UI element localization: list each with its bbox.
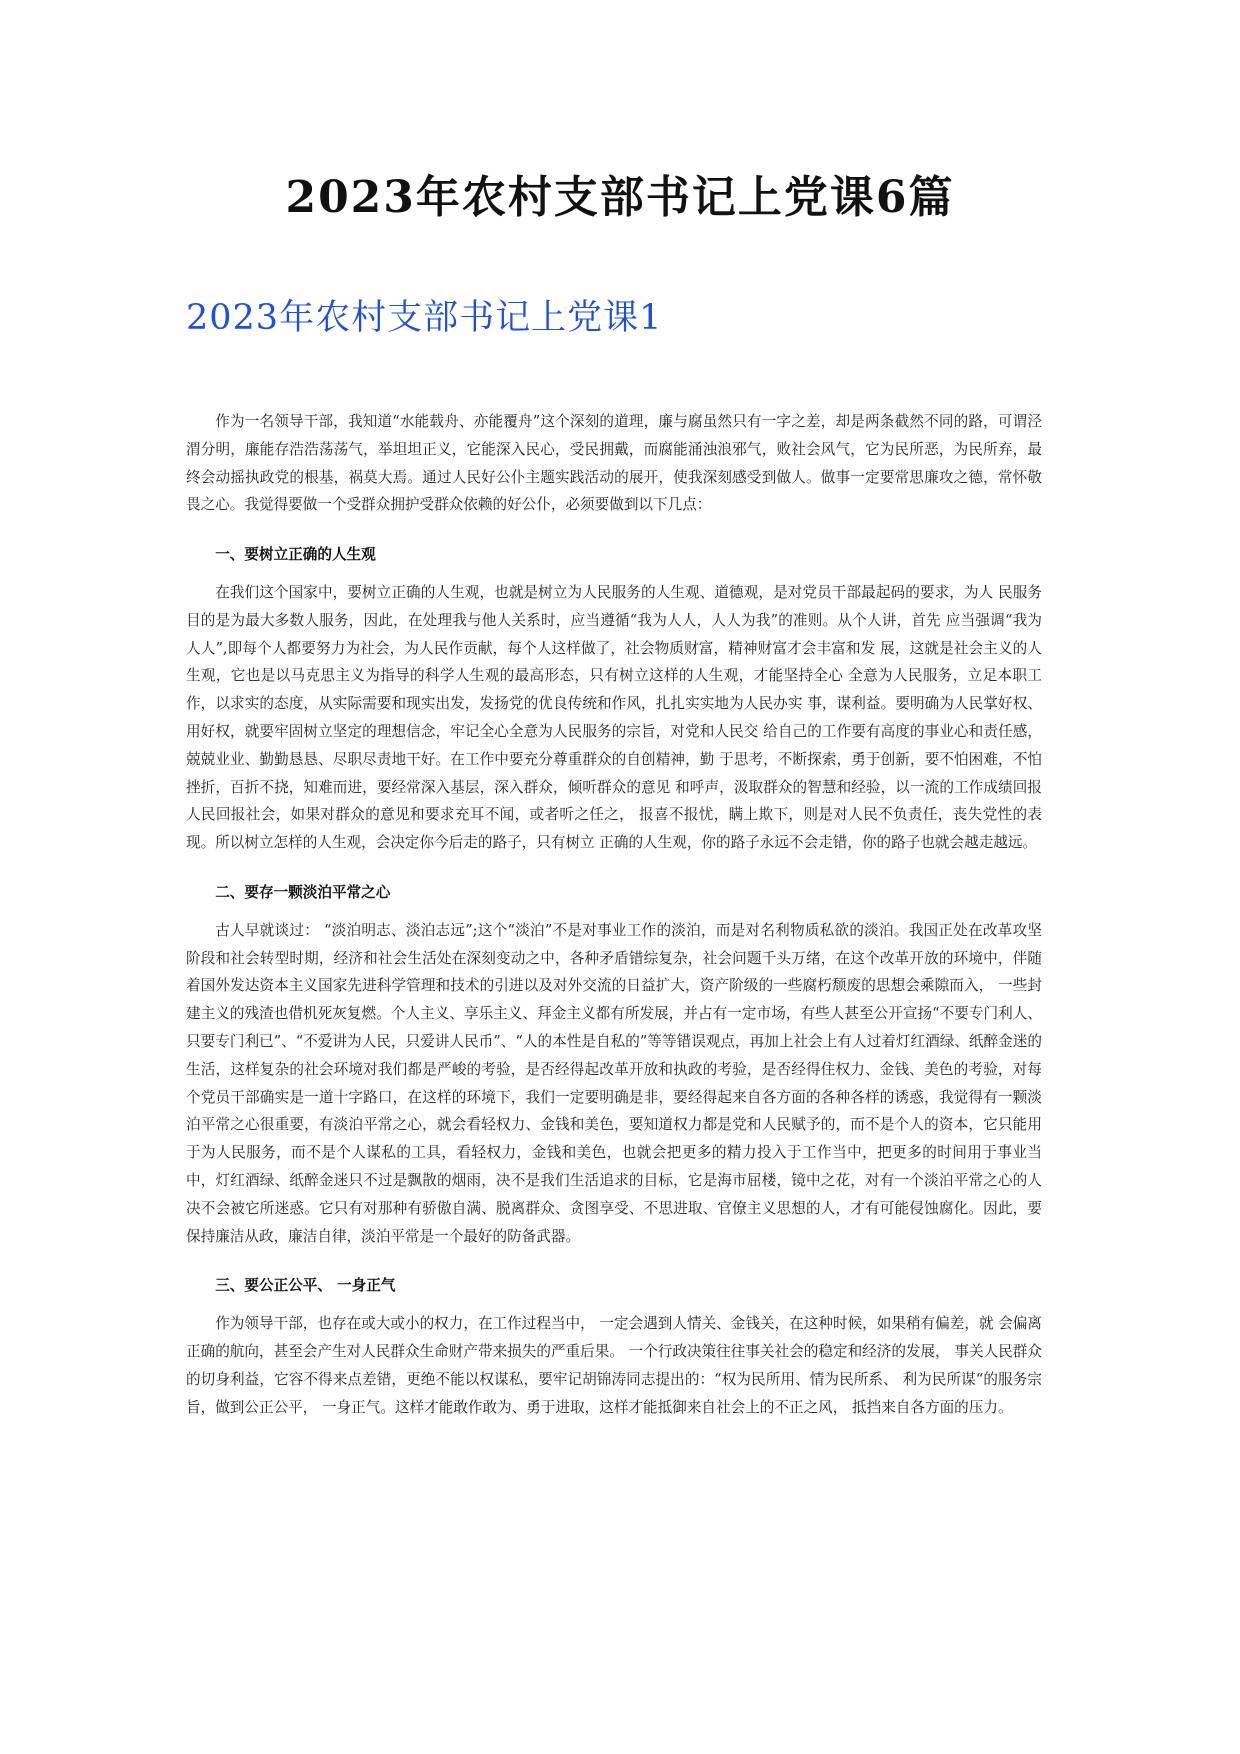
heading-2: 二、要存一颗淡泊平常之心 <box>215 883 391 901</box>
paragraph-3: 作为领导干部，也存在或大或小的权力，在工作过程当中， 一定会遇到人情关、金钱关，在这种时候，如果稍有偏差，就 会偏离正确的航向，甚至会产生对人民群众生命财产带来损失的严重后果。 一个行政决策往往事关社会的稳定和经济的发展， 事关人民群众的切身利益，它容不得来点差错，更绝不能以权谋私，要牢记胡锦涛同志提出的：“权为民所用、情为民所系、 利为民所谋“的服务宗旨，做到公正公平， 一身正气。这样才能敢作敢为、勇于进取，这样才能抵御来自社会上的不正之风， 抵挡来自各方面的压力。 <box>186 1315 1042 1416</box>
heading-1: 一、要树立正确的人生观 <box>215 546 376 564</box>
section-title: 2023年农村支部书记上党课1 <box>186 298 663 338</box>
paragraph-1: 在我们这个国家中，要树立正确的人生观，也就是树立为人民服务的人生观、道德观，是对党员干部最起码的要求，为人 民服务目的是为最大多数人服务，因此，在处理我与他人关系时，应当遵循“我为人人，人人为我”的准则。从个人讲，首先 应当强调“我为人人”,即每个人都要努力为社会，为人民作贡献，每个人这样做了，社会物质财富，精神财富才会丰富和发 展，这就是社会主义的人生观，它也是以马克思主义为指导的科学人生观的最高形态，只有树立这样的人生观，才能坚持全心 全意为人民服务，立足本职工作，以求实的态度，从实际需要和现实出发，发扬党的优良传统和作风，扎扎实实地为人民办实 事，谋利益。要明确为人民掌好权、用好权，就要牢固树立坚定的理想信念，牢记全心全意为人民服务的宗旨，对党和人民交 给自己的工作要有高度的事业心和责任感，兢兢业业、勤勤恳恳、尽职尽责地干好。在工作中要充分尊重群众的自创精神，勤 于思考，不断探索，勇于创新，要不怕困难，不怕挫折，百折不挠，知难而进，要经常深入基层，深入群众，倾听群众的意见 和呼声，汲取群众的智慧和经验，以一流的工作成绩回报人民回报社会，如果对群众的意见和要求充耳不闻，或者听之任之， 报喜不报忧，瞒上欺下，则是对人民不负责任，丧失党性的表现。所以树立怎样的人生观，会决定你今后走的路子，只有树立 正确的人生观，你的路子永远不会走错，你的路子也就会越走越远。 <box>186 583 1042 852</box>
intro-paragraph: 作为一名领导干部，我知道“水能载舟、亦能覆舟”这个深刻的道理，廉与腐虽然只有一字之差，却是两条截然不同的路，可谓泾渭分明，廉能存浩浩荡荡气，举坦坦正义，它能深入民心，受民拥戴，而腐能涌浊浪邪气，败社会风气，它为民所恶，为民所弃，最终会动摇执政党的根基，祸莫大焉。通过人民好公仆主题实践活动的展开，使我深刻感受到做人。做事一定要常思廉攻之德，常怀敬畏之心。我觉得要做一个受群众拥护受群众依赖的好公仆，必须要做到以下几点： <box>186 413 1042 514</box>
paragraph-2: 古人早就谈过： “淡泊明志、淡泊志远”;这个“淡泊”不是对事业工作的淡泊，而是对名利物质私欲的淡泊。我国正处在改革攻坚阶段和社会转型时期，经济和社会生活处在深刻变动之中，各种矛盾错综复杂，社会问题千头万绪，在这个改革开放的环境中，伴随着国外发达资本主义国家先进科学管理和技术的引进以及对外交流的日益扩大，资产阶级的一些腐朽颓废的思想会乘隙而入， 一些封建主义的残渣也借机死灰复燃。个人主义、享乐主义、拜金主义都有所发展，并占有一定市场，有些人甚至公开宣扬“不要专门利人、只要专门利已”、“不爱讲为人民，只爱讲人民币”、“人的本性是自私的”等等错误观点，再加上社会上有人过着灯红酒绿、纸醉金迷的生活，这样复杂的社会环境对我们都是严峻的考验，是否经得起改革开放和执政的考验，是否经得住权力、金钱、美色的考验，对每个党员干部确实是一道十字路口，在这样的环境下，我们一定要明确是非，要经得起来自各方面的各种各样的诱惑，我觉得有一颗淡泊平常之心很重要，有淡泊平常之心，就会看轻权力、金钱和美色，要知道权力都是党和人民赋予的，而不是个人的资本，它只能用于为人民服务，而不是个人谋私的工具，看轻权力，金钱和美色，也就会把更多的精力投入于工作当中，把更多的时间用于事业当中，灯红酒绿、纸醉金迷只不过是飘散的烟雨，决不是我们生活追求的目标，它是海市屈楼，镜中之花，对有一个淡泊平常之心的人决不会被它所迷惑。它只有对那种有骄傲自满、脱离群众、贪图享受、不思进取、官僚主义思想的人，才有可能侵蚀腐化。因此，要保持廉洁从政，廉洁自律，淡泊平常是一个最好的防备武器。 <box>186 921 1042 1245</box>
document-title: 2023年农村支部书记上党课6篇 <box>285 172 955 223</box>
heading-3: 三、要公正公平、 一身正气 <box>215 1277 396 1295</box>
document-body <box>186 408 1042 1421</box>
